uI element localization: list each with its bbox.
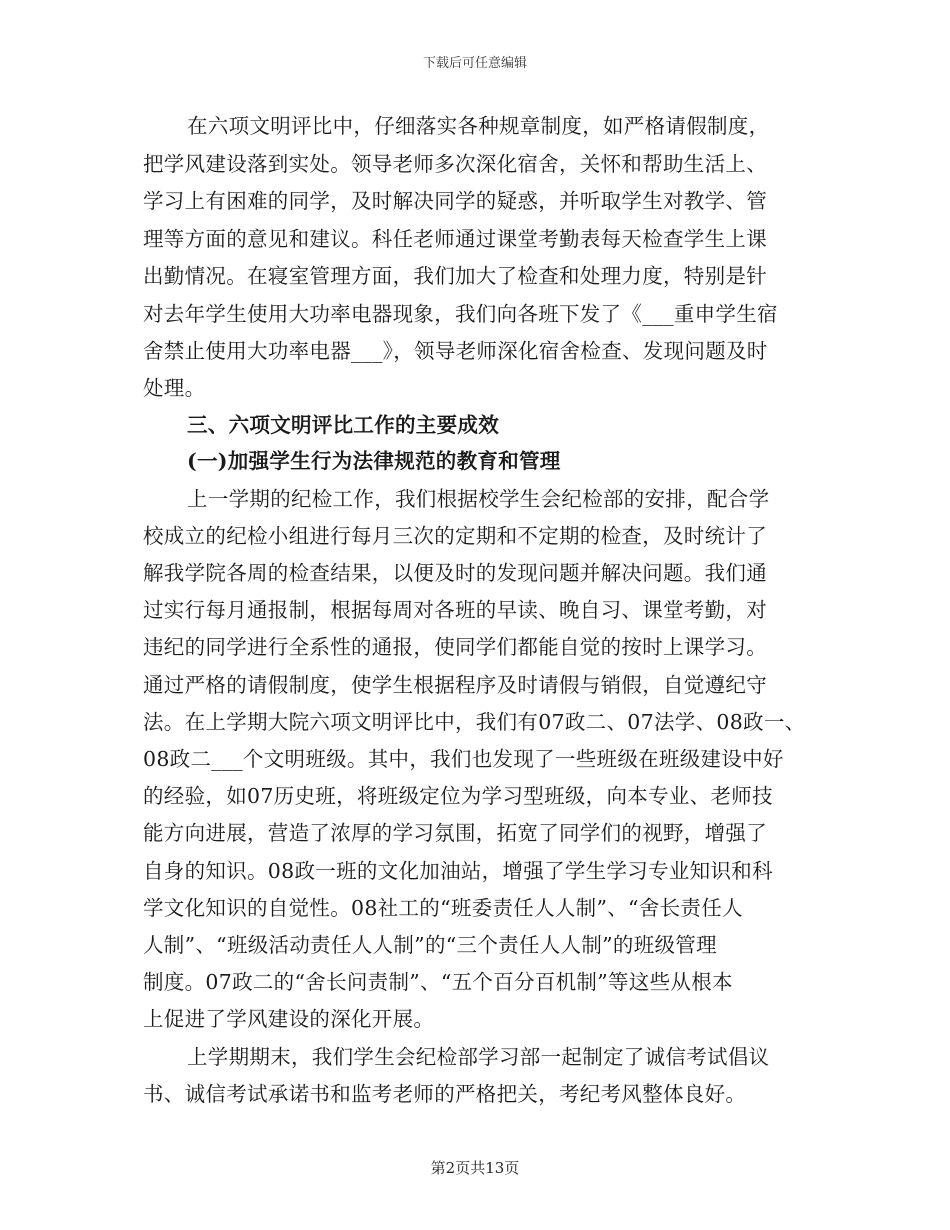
- body-line: 能方向进展，营造了浓厚的学习氛围，拓宽了同学们的视野，增强了: [143, 821, 767, 845]
- body-line: 校成立的纪检小组进行每月三次的定期和不定期的检查，及时统计了: [143, 524, 767, 548]
- body-line: 书、诚信考试承诺书和监考老师的严格把关，考纪考风整体良好。: [143, 1082, 747, 1106]
- body-line: 违纪的同学进行全系性的通报，使同学们都能自觉的按时上课学习。: [143, 635, 767, 659]
- body-line: 学文化知识的自觉性。08社工的“班委责任人人制”、“舍长责任人: [143, 896, 743, 920]
- body-line: 上一学期的纪检工作，我们根据校学生会纪检部的安排，配合学: [187, 487, 770, 511]
- body-line: 解我学院各周的检查结果，以便及时的发现问题并解决问题。我们通: [143, 561, 767, 585]
- body-line: 在六项文明评比中，仔细落实各种规章制度，如严格请假制度，: [187, 114, 770, 138]
- body-line: 处理。: [143, 376, 206, 400]
- subsection-heading: (一)加强学生行为法律规范的教育和管理: [187, 449, 561, 473]
- body-line: 法。在上学期大院六项文明评比中，我们有07政二、07法学、08政一、: [143, 710, 806, 734]
- body-line: 人制”、“班级活动责任人人制”的“三个责任人人制”的班级管理: [143, 933, 717, 957]
- body-line: 自身的知识。08政一班的文化加油站，增强了学生学习专业知识和科: [143, 859, 773, 883]
- body-line: 把学风建设落到实处。领导老师多次深化宿舍，关怀和帮助生活上、: [143, 152, 767, 176]
- body-line: 的经验，如07历史班，将班级定位为学习型班级，向本专业、老师技: [143, 784, 773, 808]
- body-line: 上促进了学风建设的深化开展。: [143, 1007, 435, 1031]
- body-line: 舍禁止使用大功率电器___》，领导老师深化宿舍检查、发现问题及时: [143, 339, 768, 363]
- section-heading: 三、六项文明评比工作的主要成效: [187, 413, 499, 437]
- page-footer: 第2页共13页: [430, 1159, 520, 1177]
- body-line: 上学期期末，我们学生会纪检部学习部一起制定了诚信考试倡议: [187, 1045, 770, 1069]
- body-line: 出勤情况。在寝室管理方面，我们加大了检查和处理力度，特别是针: [143, 264, 767, 288]
- body-line: 08政二___个文明班级。其中，我们也发现了一些班级在班级建设中好: [143, 747, 784, 771]
- body-line: 通过严格的请假制度，使学生根据程序及时请假与销假，自觉遵纪守: [143, 673, 767, 697]
- body-line: 学习上有困难的同学，及时解决同学的疑惑，并听取学生对教学、管: [143, 189, 767, 213]
- page-header: 下载后可任意编辑: [422, 56, 527, 71]
- body-line: 制度。07政二的“舍长问责制”、“五个百分百机制”等这些从根本: [143, 970, 733, 994]
- body-line: 理等方面的意见和建议。科任老师通过课堂考勤表每天检查学生上课: [143, 227, 767, 251]
- body-line: 对去年学生使用大功率电器现象，我们向各班下发了《___重申学生宿: [143, 302, 778, 326]
- body-line: 过实行每月通报制，根据每周对各班的早读、晚自习、课堂考勤，对: [143, 598, 767, 622]
